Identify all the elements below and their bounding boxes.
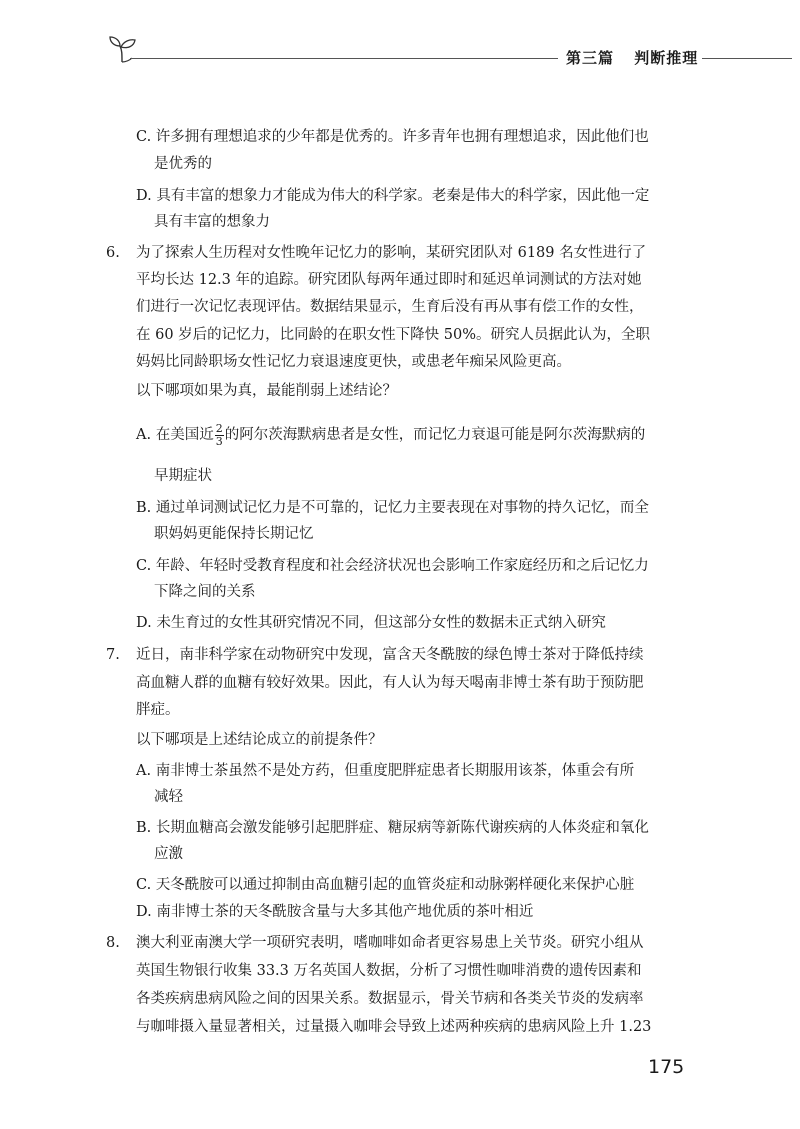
q6-option-a-line1 xyxy=(136,420,645,450)
q7-option-a-line2: 减轻 xyxy=(154,789,183,805)
q6-stem-line4: 在 60 岁后的记忆力，比同龄的在职女性下降快 50%。研究人员据此认为，全职 xyxy=(136,327,651,343)
q5-option-c-line2: 是优秀的 xyxy=(154,156,212,172)
q7-option-b-line1: B. 长期血糖高会激发能够引起肥胖症、糖尿病等新陈代谢疾病的人体炎症和氧化 xyxy=(136,820,649,836)
q8-stem-line4: 与咖啡摄入量显著相关，过量摄入咖啡会导致上述两种疾病的患病风险上升 1.23 xyxy=(136,1019,652,1035)
q7-stem-line1: 近日，南非科学家在动物研究中发现，富含天冬酰胺的绿色博士茶对于降低持续 xyxy=(136,647,644,663)
q6-option-a-prefix: A. 在美国近 xyxy=(136,427,214,443)
q6-stem-line5: 妈妈比同龄职场女性记忆力衰退速度更快，或患老年痴呆风险更高。 xyxy=(136,354,571,370)
q8-stem-line2: 英国生物银行收集 33.3 万名英国人数据，分析了习惯性咖啡消费的遗传因素和 xyxy=(136,963,642,979)
fraction-denominator: 3 xyxy=(215,434,223,448)
q7-option-d: D. 南非博士茶的天冬酰胺含量与大多其他产地优质的茶叶相近 xyxy=(136,904,534,920)
page-number: 175 xyxy=(648,1056,685,1078)
q6-option-b-line2: 职妈妈更能保持长期记忆 xyxy=(154,526,314,542)
q8-stem-line1: 澳大利亚南澳大学一项研究表明，嗜咖啡如命者更容易患上关节炎。研究小组从 xyxy=(136,935,644,951)
q6-option-c-line2: 下降之间的关系 xyxy=(154,584,256,600)
q6-question: 以下哪项如果为真，最能削弱上述结论？ xyxy=(136,383,397,399)
q6-option-a-line2: 早期症状 xyxy=(154,468,212,484)
q7-option-b-line2: 应激 xyxy=(154,846,183,862)
header-rule-left xyxy=(130,58,558,59)
fraction-numerator: 2 xyxy=(215,421,223,435)
q6-stem-line3: 们进行一次记忆表现评估。数据结果显示，生育后没有再从事有偿工作的女性， xyxy=(136,299,644,315)
page-header xyxy=(0,0,800,80)
q8-stem-line3: 各类疾病患病风险之间的因果关系。数据显示，骨关节病和各类关节炎的发病率 xyxy=(136,991,644,1007)
q5-option-c-line1: C. 许多拥有理想追求的少年都是优秀的。许多青年也拥有理想追求，因此他们也 xyxy=(136,129,649,145)
section-label: 第三篇 xyxy=(566,49,615,67)
q6-number: 6. xyxy=(106,245,120,261)
q7-option-c: C. 天冬酰胺可以通过抑制由高血糖引起的血管炎症和动脉粥样硬化来保护心脏 xyxy=(136,877,635,893)
q7-stem-line2: 高血糖人群的血糖有较好效果。因此，有人认为每天喝南非博士茶有助于预防肥 xyxy=(136,675,644,691)
q6-stem-line2: 平均长达 12.3 年的追踪。研究团队每两年通过即时和延迟单词测试的方法对她 xyxy=(136,272,642,288)
header-rule-right xyxy=(702,58,792,59)
q6-option-a-suffix: 的阿尔茨海默病患者是女性，而记忆力衰退可能是阿尔茨海默病的 xyxy=(224,427,646,443)
q8-number: 8. xyxy=(106,935,120,951)
sprout-icon xyxy=(106,34,138,64)
q5-option-d-line2: 具有丰富的想象力 xyxy=(154,214,270,230)
q5-option-d-line1: D. 具有丰富的想象力才能成为伟大的科学家。老秦是伟大的科学家，因此他一定 xyxy=(136,188,650,204)
fraction xyxy=(215,423,224,448)
q7-question: 以下哪项是上述结论成立的前提条件？ xyxy=(136,732,383,748)
running-header xyxy=(566,47,698,68)
q6-stem-line1: 为了探索人生历程对女性晚年记忆力的影响，某研究团队对 6189 名女性进行了 xyxy=(136,245,647,261)
q6-option-d: D. 未生育过的女性其研究情况不同，但这部分女性的数据未正式纳入研究 xyxy=(136,615,606,631)
q7-stem-line3: 胖症。 xyxy=(136,702,180,718)
chapter-label: 判断推理 xyxy=(634,49,699,67)
q6-option-b-line1: B. 通过单词测试记忆力是不可靠的，记忆力主要表现在对事物的持久记忆，而全 xyxy=(136,500,649,516)
q6-option-c-line1: C. 年龄、年轻时受教育程度和社会经济状况也会影响工作家庭经历和之后记忆力 xyxy=(136,558,649,574)
q7-number: 7. xyxy=(106,647,120,663)
q7-option-a-line1: A. 南非博士茶虽然不是处方药，但重度肥胖症患者长期服用该茶，体重会有所 xyxy=(136,763,635,779)
